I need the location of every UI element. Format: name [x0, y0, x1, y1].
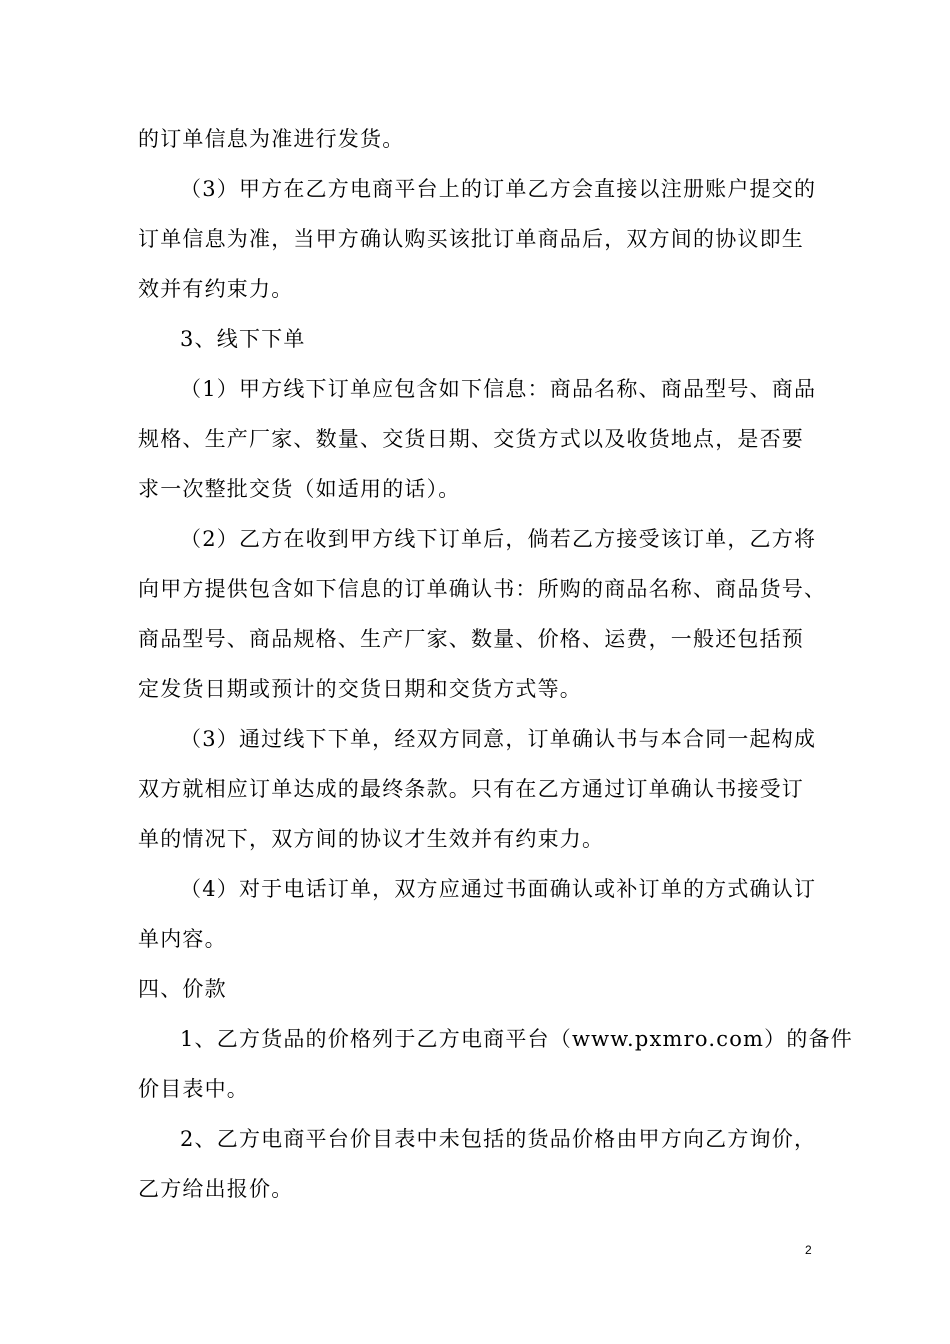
body-line: 乙方给出报价。 [138, 1177, 294, 1201]
paragraph-line: （1）甲方线下订单应包含如下信息：商品名称、商品型号、商品 [180, 377, 817, 401]
paragraph-line: （3）甲方在乙方电商平台上的订单乙方会直接以注册账户提交的 [180, 177, 817, 201]
section-heading: 3、线下下单 [180, 327, 306, 351]
body-line: 求一次整批交货（如适用的话）。 [138, 477, 461, 501]
page-number: 2 [805, 1243, 812, 1257]
body-line: 定发货日期或预计的交货日期和交货方式等。 [138, 677, 582, 701]
paragraph-line: 1、乙方货品的价格列于乙方电商平台（www.pxmro.com）的备件 [180, 1027, 853, 1051]
body-line: 效并有约束力。 [138, 277, 294, 301]
paragraph-line: 2、乙方电商平台价目表中未包括的货品价格由甲方向乙方询价， [180, 1127, 817, 1151]
body-line: 向甲方提供包含如下信息的订单确认书：所购的商品名称、商品货号、 [138, 577, 827, 601]
body-line: 的订单信息为准进行发货。 [138, 127, 405, 151]
body-line: 订单信息为准，当甲方确认购买该批订单商品后，双方间的协议即生 [138, 227, 804, 251]
body-line: 规格、生产厂家、数量、交货日期、交货方式以及收货地点，是否要 [138, 427, 804, 451]
section-heading: 四、价款 [138, 977, 227, 1001]
paragraph-line: （3）通过线下下单，经双方同意，订单确认书与本合同一起构成 [180, 727, 817, 751]
body-line: 双方就相应订单达成的最终条款。只有在乙方通过订单确认书接受订 [138, 777, 804, 801]
body-line: 价目表中。 [138, 1077, 249, 1101]
body-line: 单的情况下，双方间的协议才生效并有约束力。 [138, 827, 605, 851]
paragraph-line: （2）乙方在收到甲方线下订单后，倘若乙方接受该订单，乙方将 [180, 527, 817, 551]
body-line: 单内容。 [138, 927, 227, 951]
body-line: 商品型号、商品规格、生产厂家、数量、价格、运费，一般还包括预 [138, 627, 804, 651]
paragraph-line: （4）对于电话订单，双方应通过书面确认或补订单的方式确认订 [180, 877, 817, 901]
